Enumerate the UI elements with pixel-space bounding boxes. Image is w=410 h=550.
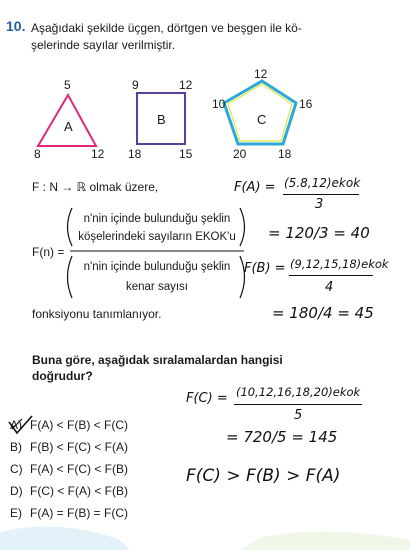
pentagon-bottom-left-value: 20 xyxy=(233,147,247,161)
function-label: F(n) = xyxy=(32,245,65,259)
triangle-top-value: 5 xyxy=(64,78,71,92)
hand-fb-calc: = 180/4 = 45 xyxy=(272,304,374,322)
square-letter: B xyxy=(157,112,166,127)
pentagon-right-value: 16 xyxy=(299,97,313,111)
question-prompt-line2: doğrudur? xyxy=(32,369,93,383)
pentagon-left-value: 10 xyxy=(212,97,226,111)
function-mapping: F : N → ℝ olmak üzere, xyxy=(32,180,159,194)
option-a-letter: A) xyxy=(10,418,22,432)
hand-fc-calc: = 720/5 = 145 xyxy=(226,428,338,446)
hand-fb-bar xyxy=(289,275,373,276)
hand-fb-lhs: F(B) = xyxy=(244,261,286,276)
numerator-line2: köşelerindeki sayıların EKOK'u xyxy=(78,231,236,243)
pentagon-top-value: 12 xyxy=(254,67,268,81)
pentagon-letter: C xyxy=(257,112,267,127)
hand-fb-denominator: 4 xyxy=(325,280,334,295)
hand-fa-calc: = 120/3 = 40 xyxy=(268,224,370,242)
numerator xyxy=(75,210,239,246)
option-b[interactable] xyxy=(10,440,128,454)
denominator-line1: n'nin içinde bulunduğu şeklin xyxy=(83,261,231,273)
square-top-left-value: 9 xyxy=(132,78,139,92)
question-intro-line2: şelerinde sayılar verilmiştir. xyxy=(31,38,176,52)
denominator-left-paren xyxy=(68,256,73,298)
question-intro-line1: Aşağıdaki şekilde üçgen, dörtgen ve beşgen ile kö- xyxy=(31,21,302,35)
denominator xyxy=(75,258,239,298)
hand-fa-numerator: (5.8,12)ekok xyxy=(284,176,361,190)
option-e-letter: E) xyxy=(10,506,22,520)
hand-conclusion: F(C) > F(B) > F(A) xyxy=(186,466,341,486)
function-closing: fonksiyonu tanımlanıyor. xyxy=(32,307,162,321)
hand-fc-numerator: (10,12,16,18,20)ekok xyxy=(236,385,361,399)
numerator-line1: n'nin içinde bulunduğu şeklin xyxy=(83,213,231,225)
option-d-letter: D) xyxy=(10,484,23,498)
option-c[interactable] xyxy=(10,462,128,476)
hand-fa-bar xyxy=(283,194,359,195)
hand-fc-bar xyxy=(234,404,362,405)
bottom-decoration xyxy=(0,510,410,550)
option-b-text: F(B) < F(C) < F(A) xyxy=(30,440,128,454)
option-c-letter: C) xyxy=(10,462,23,476)
hand-fb-numerator: (9,12,15,18)ekok xyxy=(290,257,389,271)
numerator-left-paren xyxy=(68,208,73,246)
triangle-bottom-left-value: 8 xyxy=(34,147,41,161)
option-c-text: F(A) < F(C) < F(B) xyxy=(30,462,128,476)
square-bottom-left-value: 18 xyxy=(128,147,142,161)
square-top-right-value: 12 xyxy=(179,78,193,92)
square-bottom-right-value: 15 xyxy=(179,147,193,161)
option-d[interactable] xyxy=(10,484,128,498)
hand-fa-lhs: F(A) = xyxy=(234,180,276,195)
option-e-text: F(A) = F(B) = F(C) xyxy=(30,506,128,520)
question-prompt-line1: Buna göre, aşağıdak sıralamalardan hangisi xyxy=(32,353,283,367)
triangle-bottom-right-value: 12 xyxy=(91,147,105,161)
denominator-line2: kenar sayısı xyxy=(126,281,188,293)
question-prompt xyxy=(32,352,332,384)
question-number: 10. xyxy=(6,18,26,34)
triangle-letter: A xyxy=(64,119,73,134)
pentagon-bottom-right-value: 18 xyxy=(278,147,292,161)
hand-fa-denominator: 3 xyxy=(315,197,324,212)
option-b-letter: B) xyxy=(10,440,22,454)
option-a-checkmark-icon xyxy=(6,414,36,436)
option-a-text: F(A) < F(B) < F(C) xyxy=(30,418,128,432)
hand-fc-denominator: 5 xyxy=(294,408,303,423)
numerator-right-paren xyxy=(240,208,245,246)
hand-fc-lhs: F(C) = xyxy=(186,391,228,406)
option-d-text: F(C) < F(A) < F(B) xyxy=(30,484,128,498)
